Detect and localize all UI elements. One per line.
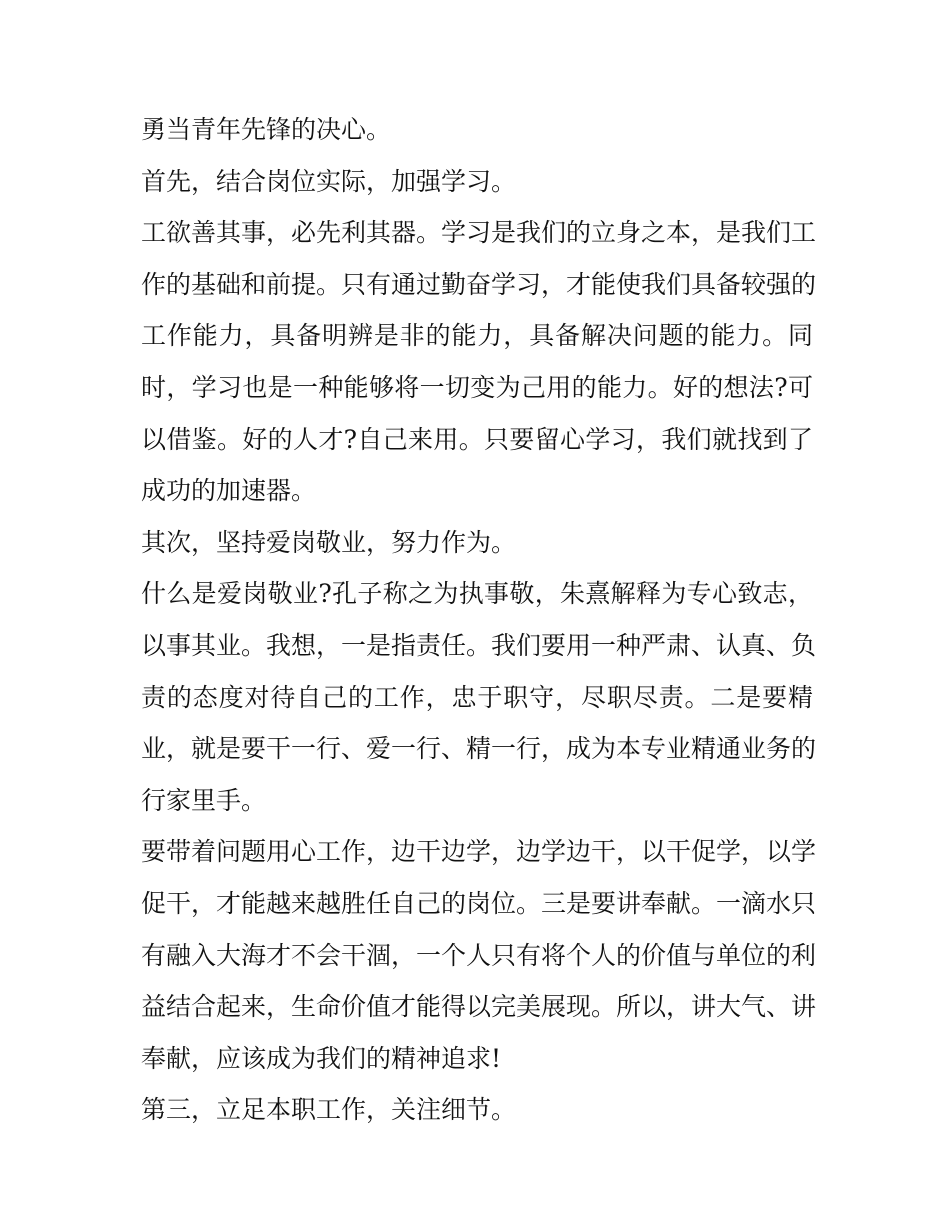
document-body	[141, 104, 817, 1136]
text-line: 有融入大海才不会干涸，一个人只有将个人的价值与单位的利	[141, 940, 817, 970]
text-line: 工欲善其事，必先利其器。学习是我们的立身之本，是我们工	[141, 218, 817, 248]
text-line: 什么是爱岗敬业?孔子称之为执事敬，朱熹解释为专心致志，	[141, 579, 813, 609]
text-line: 以借鉴。好的人才?自己来用。只要留心学习，我们就找到了	[141, 424, 813, 454]
text-line: 促干，才能越来越胜任自己的岗位。三是要讲奉献。一滴水只	[141, 888, 817, 918]
text-line: 工作能力，具备明辨是非的能力，具备解决问题的能力。同	[141, 321, 813, 351]
text-line: 奉献，应该成为我们的精神追求!	[141, 1043, 502, 1073]
text-line: 成功的加速器。	[141, 476, 317, 506]
section-heading: 第三，立足本职工作，关注细节。	[141, 1095, 517, 1125]
text-line: 以事其业。我想，一是指责任。我们要用一种严肃、认真、负	[141, 630, 817, 660]
text-line: 勇当青年先锋的决心。	[141, 115, 392, 144]
text-line: 时，学习也是一种能够将一切变为己用的能力。好的想法?可	[141, 372, 813, 402]
text-line: 益结合起来，生命价值才能得以完美展现。所以，讲大气、讲	[141, 992, 817, 1022]
text-line: 行家里手。	[141, 785, 267, 815]
section-heading: 其次，坚持爱岗敬业，努力作为。	[141, 527, 517, 557]
text-line: 业，就是要干一行、爱一行、精一行，成为本专业精通业务的	[141, 734, 817, 764]
text-line: 要带着问题用心工作，边干边学，边学边干，以干促学，以学	[141, 837, 817, 867]
text-line: 责的态度对待自己的工作，忠于职守，尽职尽责。二是要精	[141, 682, 813, 712]
text-line: 作的基础和前提。只有通过勤奋学习，才能使我们具备较强的	[141, 269, 817, 299]
section-heading: 首先，结合岗位实际，加强学习。	[141, 166, 517, 196]
